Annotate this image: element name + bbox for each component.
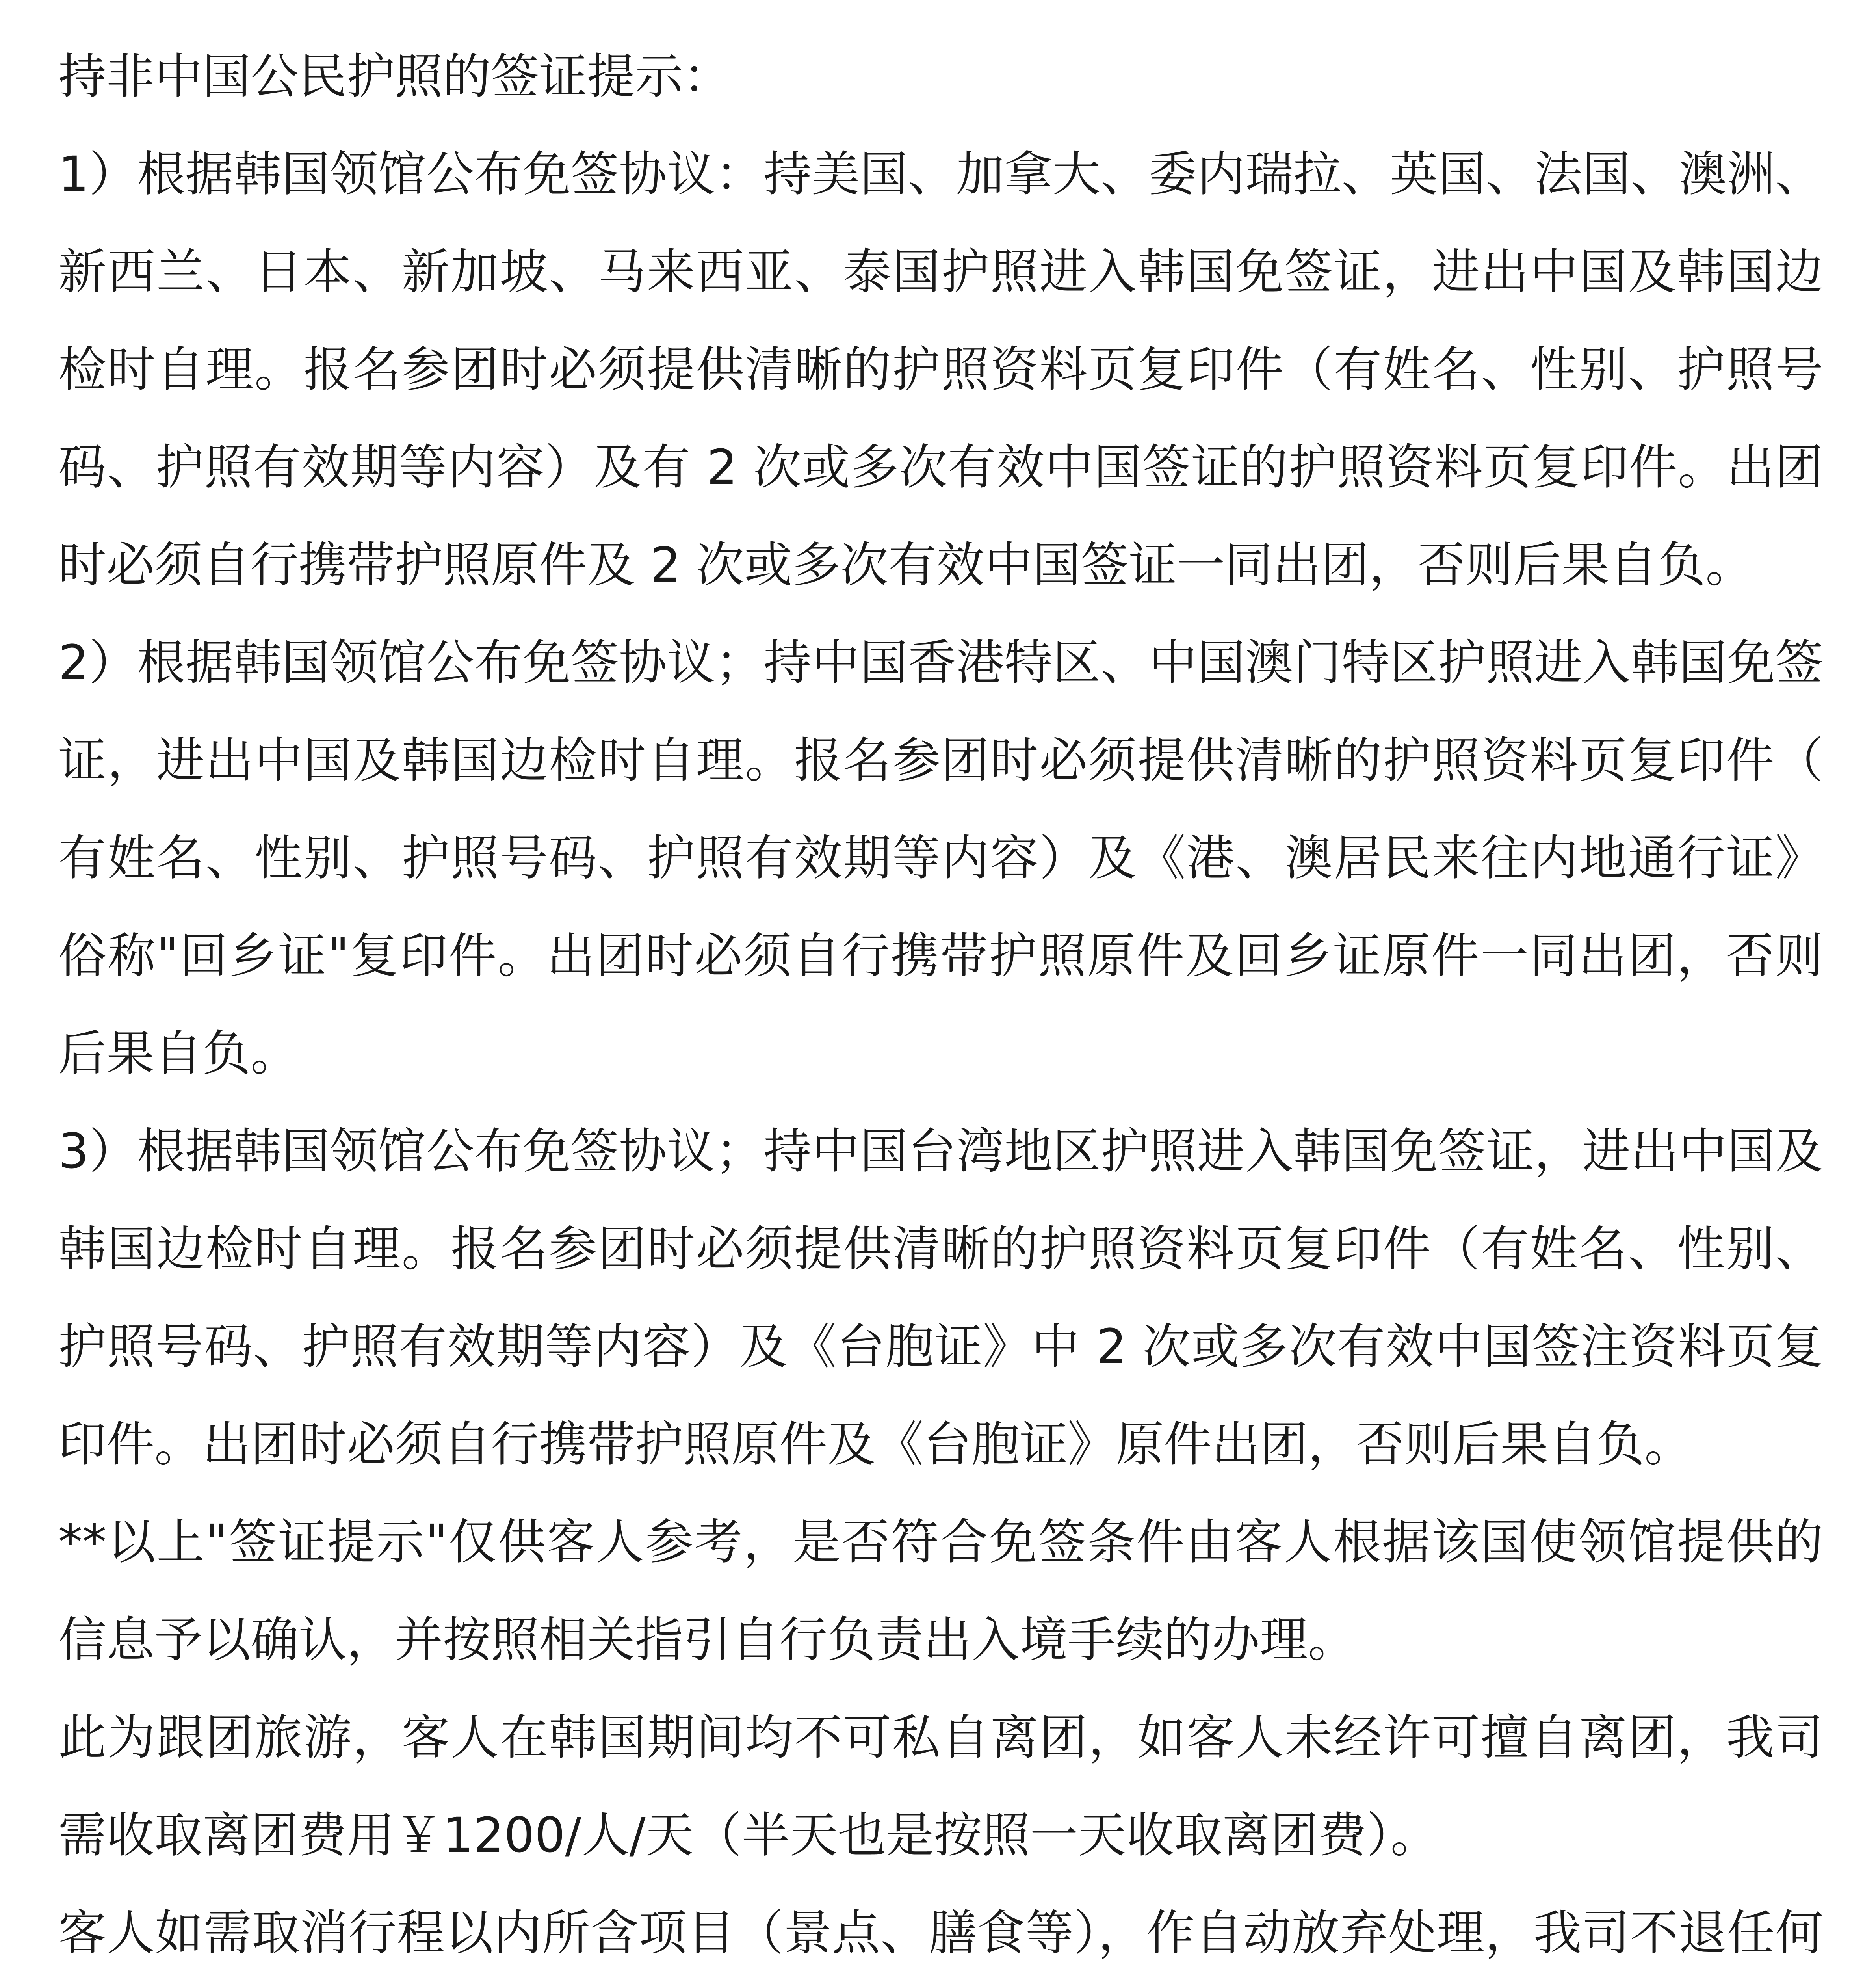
visa-notice-item-1: 1）根据韩国领馆公布免签协议：持美国、加拿大、委内瑞拉、英国、法国、澳洲、新西兰、日本、新加坡、马来西亚、泰国护照进入韩国免签证，进出中国及韩国边检时自理。报名参团时必须提供清晰的护照资料页复印件（有姓名、性别、护照号码、护照有效期等内容）及有 2 次或多次有效中国签证的护照资料页复印件。出团时必须自行携带护照原件及 2 次或多次有效中国签证一同出团，否则后果自负。	[58, 146, 1823, 593]
visa-disclaimer: **以上"签证提示"仅供客人参考，是否符合免签条件由客人根据该国使领馆提供的信息予以确认，并按照相关指引自行负责出入境手续的办理。	[58, 1514, 1823, 1668]
visa-notice-heading: 持非中国公民护照的签证提示：	[58, 48, 731, 104]
group-departure-policy: 此为跟团旅游，客人在韩国期间均不可私自离团，如客人未经许可擅自离团，我司需收取离团费用￥1200/人/天（半天也是按照一天收取离团费）。	[58, 1710, 1823, 1863]
document-body	[58, 28, 1823, 1970]
visa-notice-item-2: 2）根据韩国领馆公布免签协议；持中国香港特区、中国澳门特区护照进入韩国免签证，进出中国及韩国边检时自理。报名参团时必须提供清晰的护照资料页复印件（有姓名、性别、护照号码、护照有效期等内容）及《港、澳居民来往内地通行证》俗称"回乡证"复印件。出团时必须自行携带护照原件及回乡证原件一同出团，否则后果自负。	[58, 635, 1823, 1082]
visa-notice-item-3: 3）根据韩国领馆公布免签协议；持中国台湾地区护照进入韩国免签证，进出中国及韩国边检时自理。报名参团时必须提供清晰的护照资料页复印件（有姓名、性别、护照号码、护照有效期等内容）及《台胞证》中 2 次或多次有效中国签注资料页复印件。出团时必须自行携带护照原件及《台胞证》原件出团，否则后果自负。	[58, 1123, 1823, 1472]
cancellation-policy: 客人如需取消行程以内所含项目（景点、膳食等），作自动放弃处理，我司不退任何	[58, 1905, 1823, 1961]
